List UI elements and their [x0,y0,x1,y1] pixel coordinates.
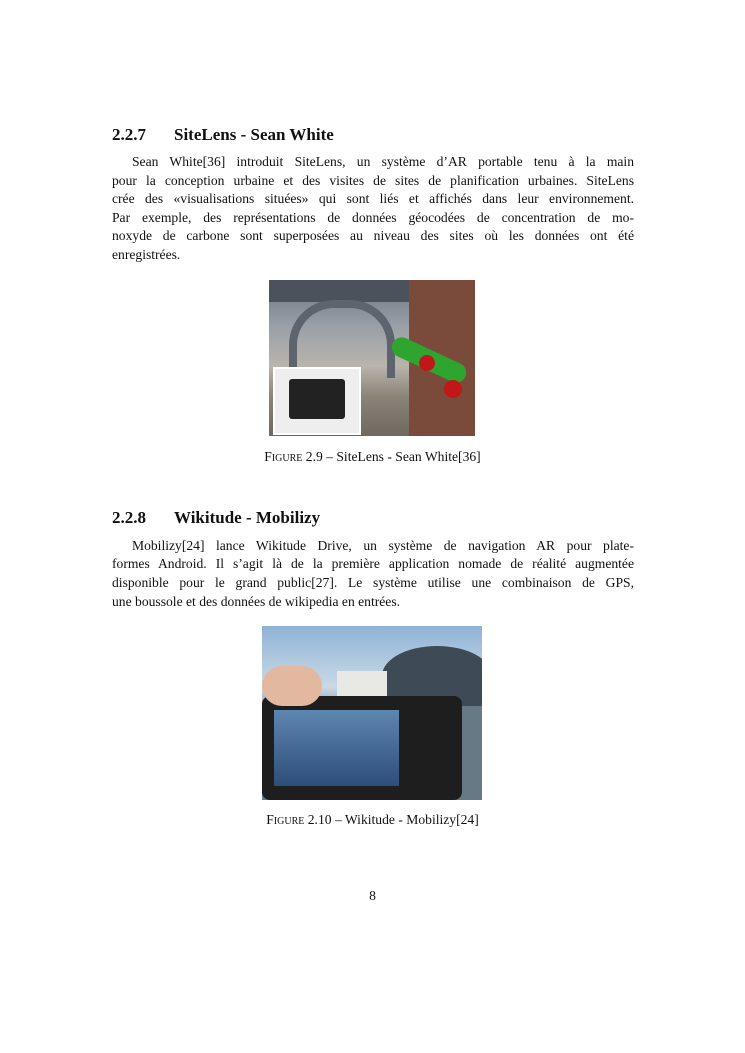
paragraph-line: pour la conception urbaine et des visites de sites de planification urbaines. SiteLens [112,173,634,188]
paragraph-line: enregistrées. [112,247,181,262]
figure-wikitude-image [262,626,482,800]
section-number: 2.2.7 [112,125,146,144]
section-title: Wikitude - Mobilizy [174,508,321,527]
paragraph-line: formes Android. Il s’agit là de la première application nomade de réalité augmentée [112,556,634,571]
page-number: 8 [369,888,376,903]
paragraph-line: disponible pour le grand public[27]. Le système utilise une combinaison de GPS, [112,575,634,590]
paragraph-line: Sean White[36] introduit SiteLens, un système d’AR portable tenu à la main [132,154,634,169]
section-heading-2-2-8 [112,508,320,528]
section-heading-2-2-7 [112,125,334,145]
paragraph-line: Mobilizy[24] lance Wikitude Drive, un système de navigation AR pour plate- [132,538,634,553]
caption-text: – SiteLens - Sean White[36] [322,449,481,464]
paragraph-line: crée des «visualisations situées» qui sont liés et affichés dans leur environnement. [112,191,634,206]
figure-label: Figure 2.9 [264,449,323,464]
figure-label: Figure 2.10 [266,812,332,827]
caption-text: – Wikitude - Mobilizy[24] [331,812,479,827]
section-title: SiteLens - Sean White [174,125,334,144]
paragraph-line: Par exemple, des représentations de données géocodées de concentration de mo- [112,210,634,225]
section-number: 2.2.8 [112,508,146,527]
paragraph-line: noxyde de carbone sont superposées au niveau des sites où les données ont été [112,228,634,243]
paragraph-line: une boussole et des données de wikipedia en entrées. [112,594,401,609]
figure-caption [0,812,745,828]
figure-sitelens-image [269,280,475,436]
figure-caption [0,449,745,465]
